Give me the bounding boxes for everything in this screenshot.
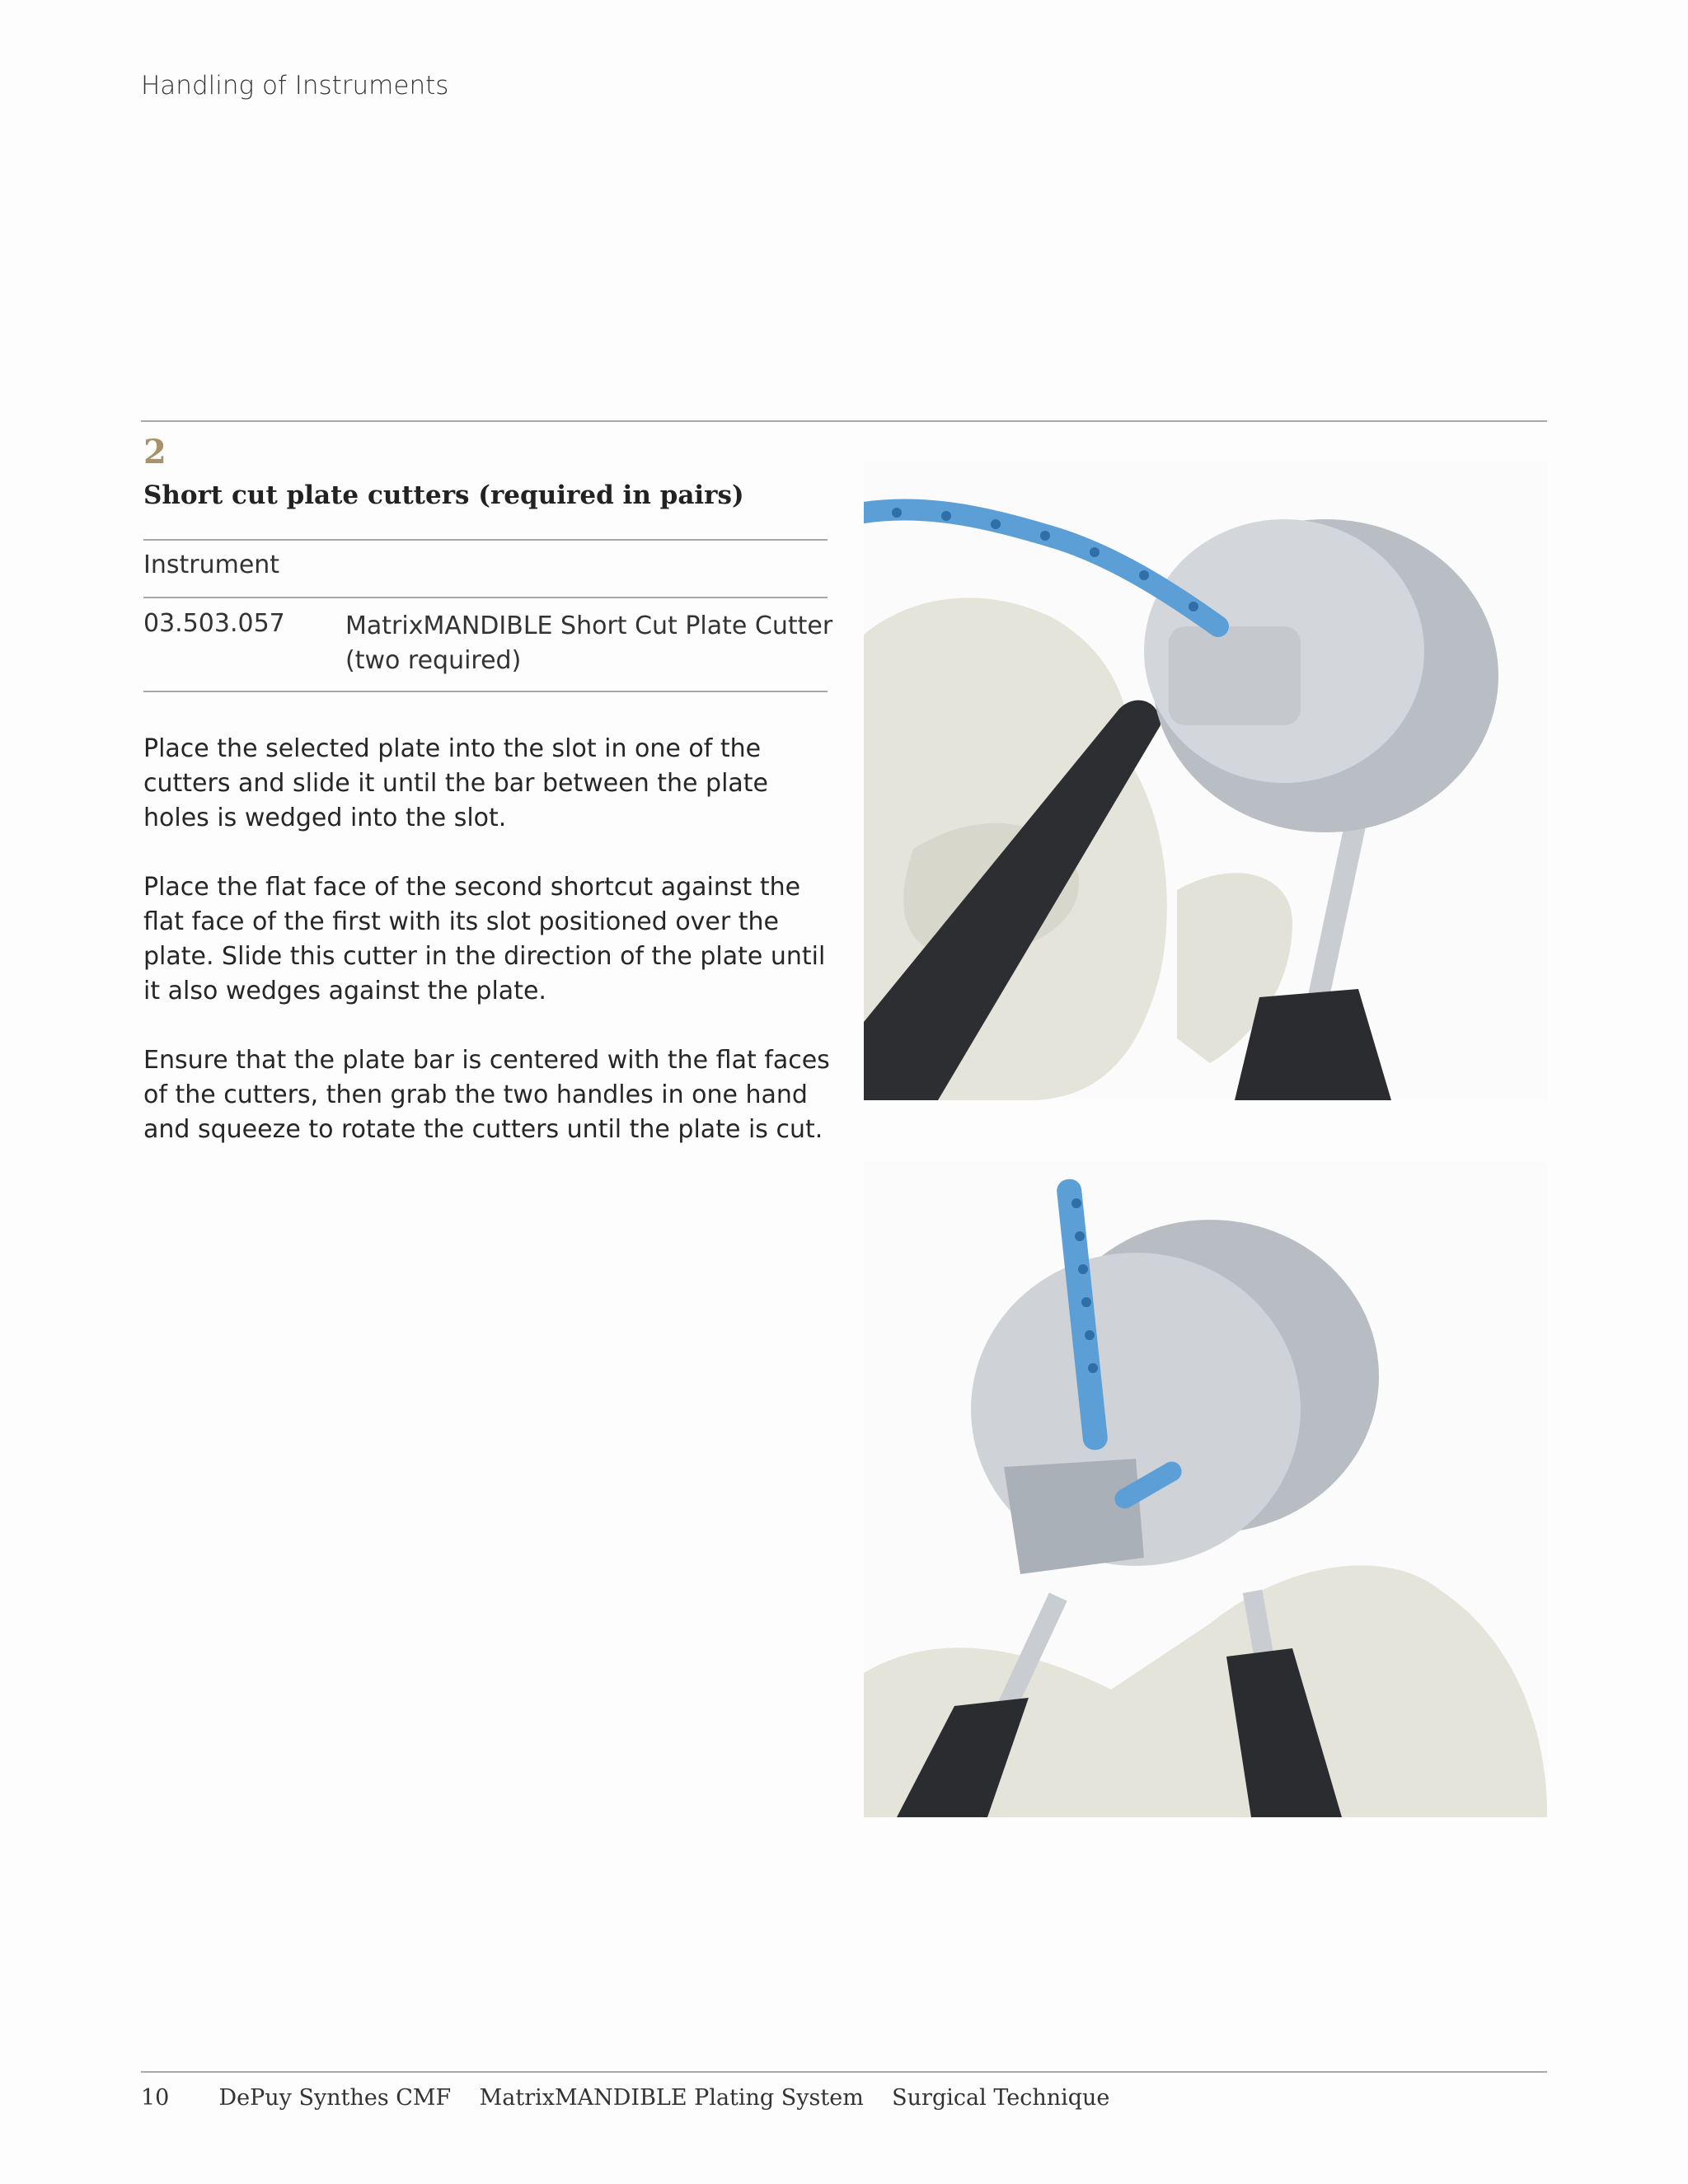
- table-top-rule: [143, 539, 828, 541]
- section-header: Handling of Instruments: [141, 71, 449, 101]
- page-number: 10: [141, 2085, 170, 2111]
- plate-cutter-top-photo: [864, 1162, 1547, 1817]
- step-number: 2: [143, 433, 166, 471]
- instrument-table-header: Instrument: [143, 551, 280, 579]
- instrument-description-line: (two required): [345, 646, 522, 675]
- footer-brand: DePuy Synthes CMF: [218, 2085, 452, 2111]
- table-bottom-rule: [143, 691, 828, 692]
- page-footer: [141, 2085, 1109, 2111]
- instruction-paragraph-3: Ensure that the plate bar is centered with the flat faces of the cutters, then grab the two handles in one hand and squeeze to rotate the cutters until the plate is cut.: [143, 1046, 830, 1144]
- instruction-paragraph-1: Place the selected plate into the slot in one of the cutters and slide it until the bar between the plate holes is wedged into the slot.: [143, 734, 769, 832]
- instrument-description: [345, 609, 840, 678]
- instrument-code: 03.503.057: [143, 609, 285, 638]
- footer-system: MatrixMANDIBLE Plating System: [479, 2085, 864, 2111]
- top-divider: [141, 420, 1547, 422]
- instruction-paragraph-2: Place the flat face of the second shortcut against the flat face of the first with its slot positioned over the plate. Slide this cutter in the direction of the plate until it also wedges against the plate.: [143, 873, 826, 1005]
- plate-cutter-side-photo: [864, 462, 1547, 1100]
- instrument-description-line: MatrixMANDIBLE Short Cut Plate Cutter: [345, 612, 833, 640]
- footer-doc-type: Surgical Technique: [892, 2085, 1110, 2111]
- step-title: Short cut plate cutters (required in pairs): [143, 480, 744, 510]
- table-header-rule: [143, 597, 828, 598]
- footer-divider: [141, 2071, 1547, 2073]
